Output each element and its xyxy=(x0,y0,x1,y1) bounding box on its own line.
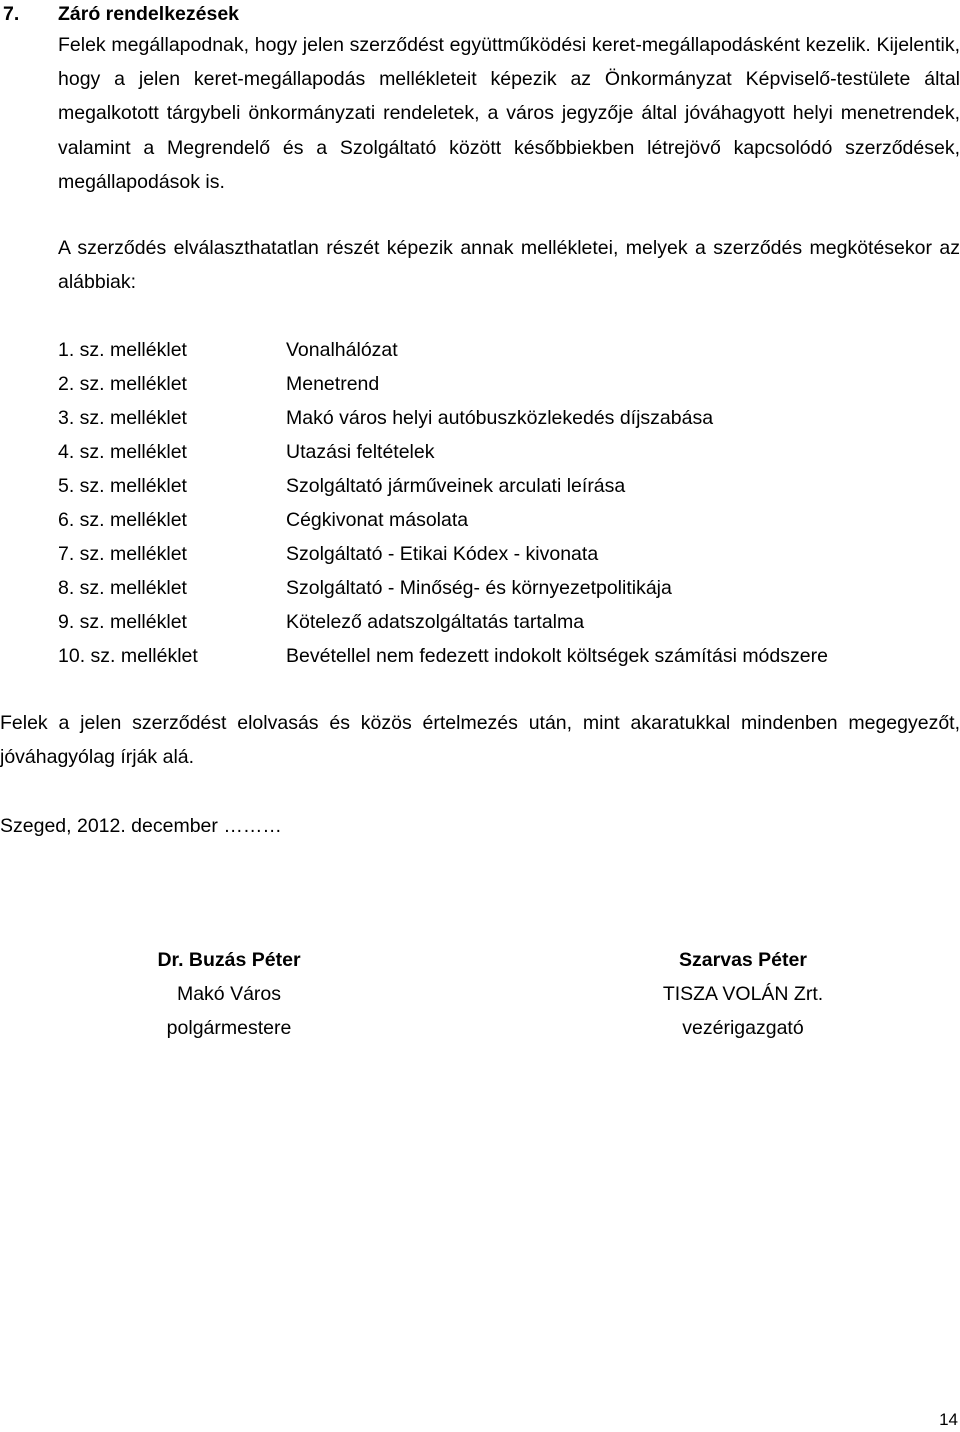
annex-title: Bevétellel nem fedezett indokolt költségek számítási módszere xyxy=(286,645,828,667)
annex-row xyxy=(58,605,960,639)
annex-title: Szolgáltató - Minőség- és környezetpolitikája xyxy=(286,577,672,599)
annex-title: Menetrend xyxy=(286,373,380,395)
annex-label: 5. sz. melléklet xyxy=(58,475,187,497)
annex-label: 6. sz. melléklet xyxy=(58,509,187,531)
annex-row xyxy=(58,469,960,503)
annex-label: 7. sz. melléklet xyxy=(58,543,187,565)
annex-row xyxy=(58,503,960,537)
signatory-role: polgármestere xyxy=(166,1017,292,1039)
annex-label: 9. sz. melléklet xyxy=(58,611,187,633)
paragraph-annexes-intro: A szerződés elválaszthatatlan részét képezik annak mellékletei, melyek a szerződés megkötésekor az alábbiak: xyxy=(58,237,960,294)
annex-list xyxy=(58,333,960,673)
annex-row xyxy=(58,435,960,469)
annex-title: Kötelező adatszolgáltatás tartalma xyxy=(286,611,585,633)
annex-title: Makó város helyi autóbuszközlekedés díjszabása xyxy=(286,407,714,429)
signature-block-ceo xyxy=(583,943,903,1045)
annex-row xyxy=(58,639,960,673)
annex-label: 10. sz. melléklet xyxy=(58,645,198,667)
annex-title: Szolgáltató - Etikai Kódex - kivonata xyxy=(286,543,599,565)
annex-label: 4. sz. melléklet xyxy=(58,441,187,463)
annex-label: 1. sz. melléklet xyxy=(58,339,187,361)
page-number: 14 xyxy=(939,1410,958,1429)
annex-row xyxy=(58,367,960,401)
annex-label: 8. sz. melléklet xyxy=(58,577,187,599)
signatory-name: Szarvas Péter xyxy=(679,949,807,971)
closing-paragraph: Felek a jelen szerződést elolvasás és közös értelmezés után, mint akaratukkal mindenben megegyezőt, jóváhagyólag írják alá. xyxy=(0,712,960,769)
annex-title: Utazási feltételek xyxy=(286,441,435,463)
annex-title: Cégkivonat másolata xyxy=(286,509,469,531)
annex-row xyxy=(58,537,960,571)
signatory-organization: Makó Város xyxy=(176,983,282,1005)
section-number: 7. xyxy=(3,3,20,25)
annex-label: 2. sz. melléklet xyxy=(58,373,187,395)
annex-row xyxy=(58,333,960,367)
paragraph-framework-agreement: Felek megállapodnak, hogy jelen szerződést együttműködési keret-megállapodásként kezelik. Kijelentik, hogy a jelen keret-megállapodás mellékleteit képezik az Önkormányzat Képviselő-testülete által megalkotott tárgybeli önkormányzati rendeletek, a város jegyzője által jóváhagyott helyi menetrendek, valamint a Megrendelő és a Szolgáltató között későbbiekben létrejövő kapcsolódó szerződések, megállapodások is. xyxy=(58,34,960,193)
signatory-name: Dr. Buzás Péter xyxy=(157,949,301,971)
annex-title: Vonalhálózat xyxy=(286,339,398,361)
annex-title: Szolgáltató járműveinek arculati leírása xyxy=(286,475,626,497)
place-and-date: Szeged, 2012. december ……… xyxy=(0,815,282,837)
section-title: Záró rendelkezések xyxy=(58,3,240,25)
annex-row xyxy=(58,401,960,435)
signatory-role: vezérigazgató xyxy=(682,1017,804,1039)
signature-block-mayor xyxy=(69,943,389,1045)
annex-row xyxy=(58,571,960,605)
signatory-organization: TISZA VOLÁN Zrt. xyxy=(662,983,824,1005)
annex-label: 3. sz. melléklet xyxy=(58,407,187,429)
